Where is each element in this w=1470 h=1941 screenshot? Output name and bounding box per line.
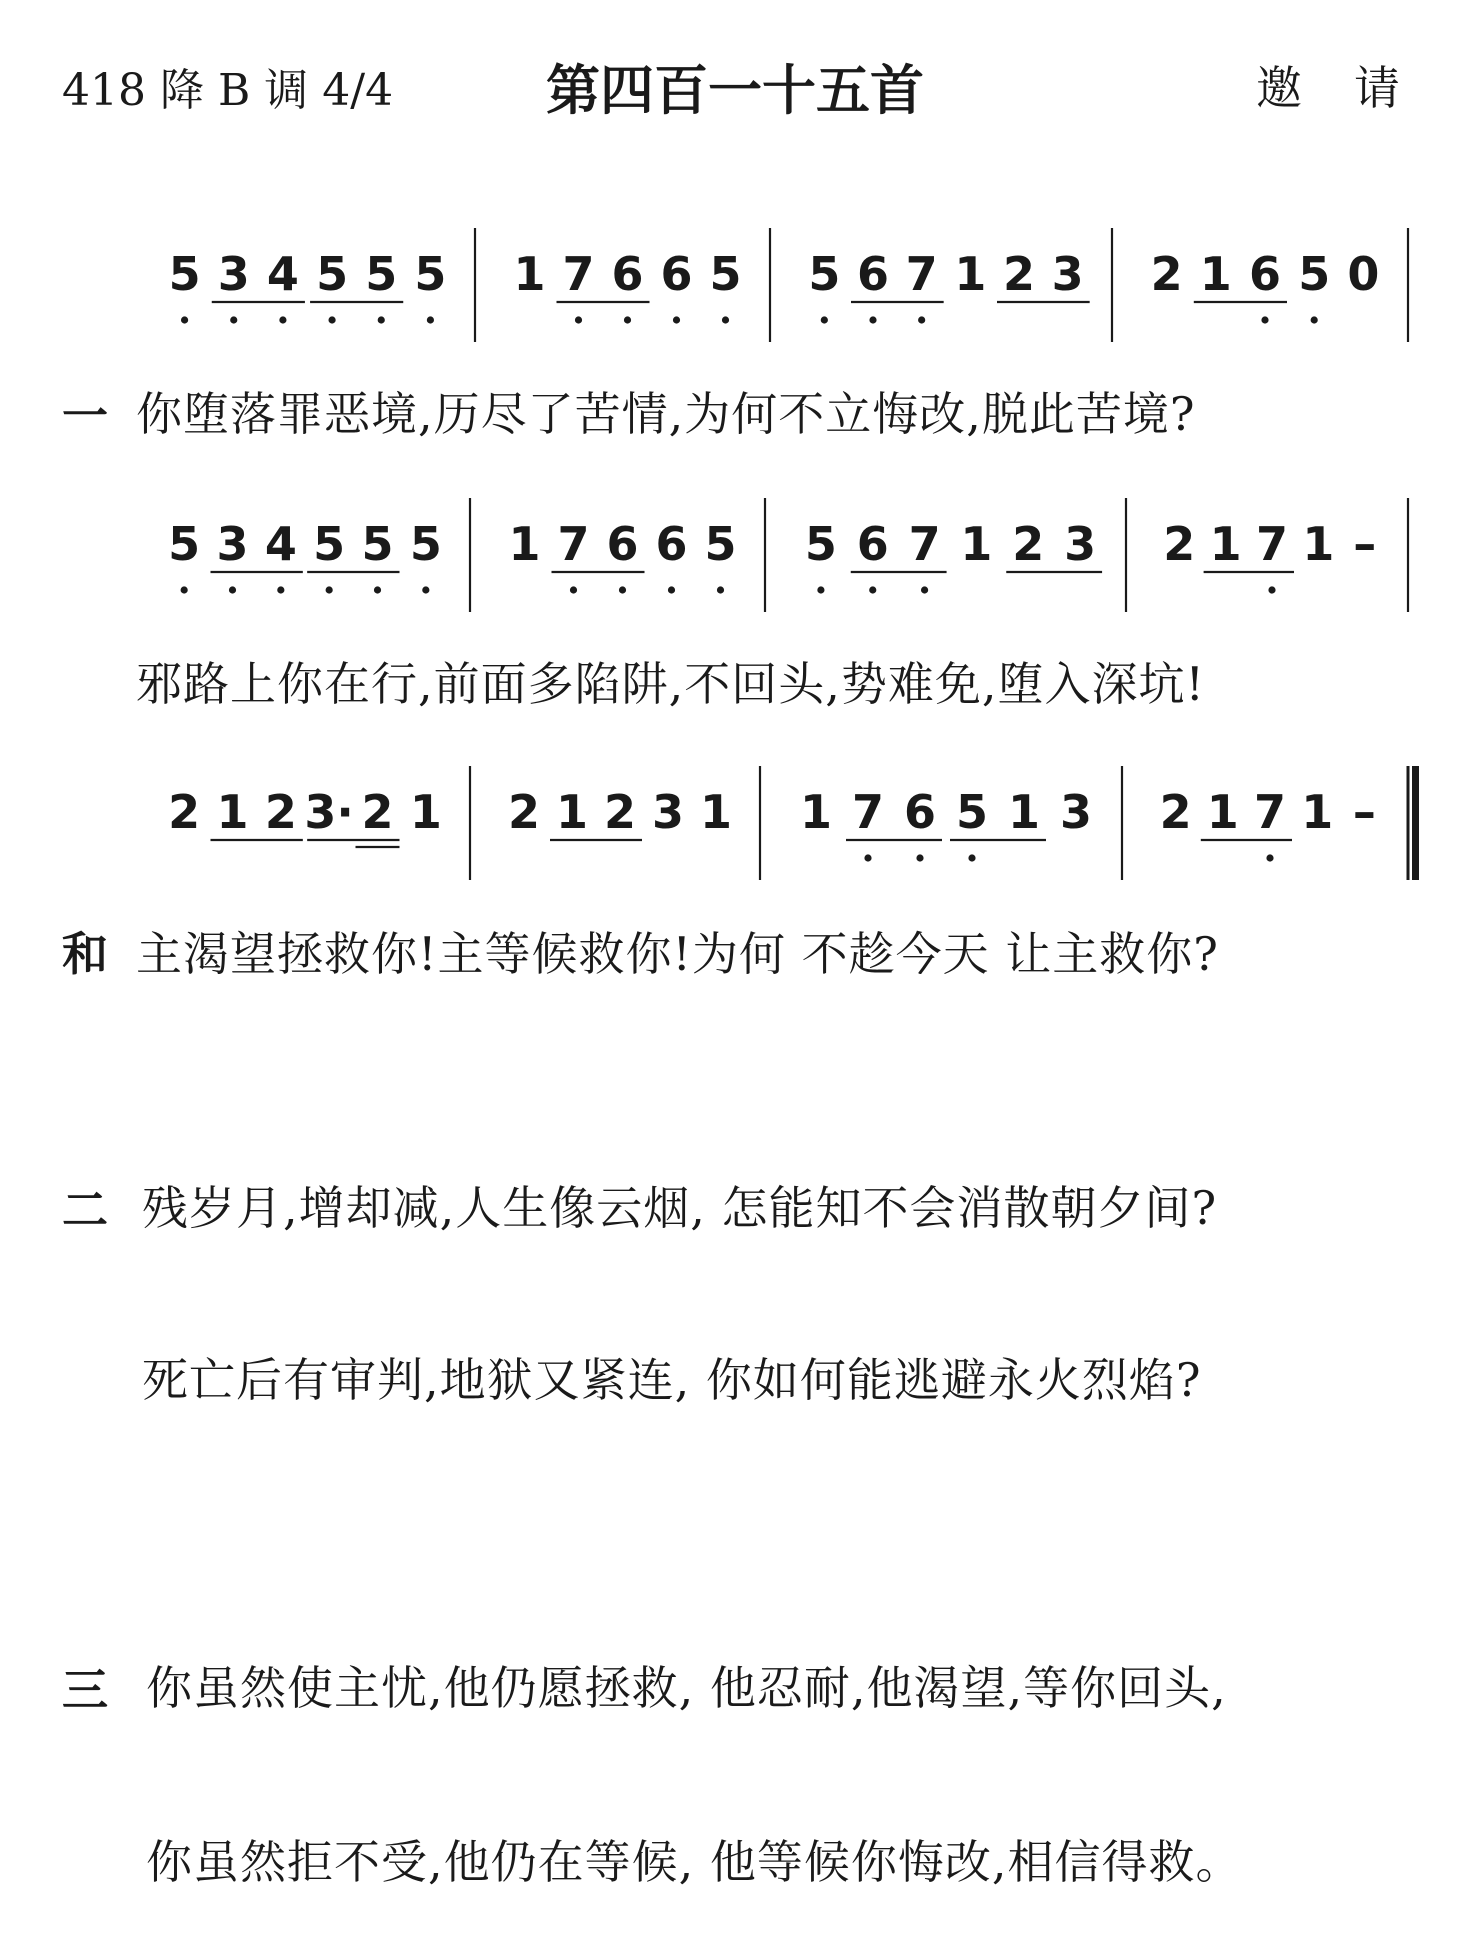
note: 6 <box>856 247 890 301</box>
octave-dot <box>722 316 729 323</box>
octave-dot <box>229 586 236 593</box>
note: 3 <box>217 247 250 301</box>
note: 5 <box>704 517 737 571</box>
note: 2 <box>507 785 541 839</box>
octave-dot <box>864 854 871 861</box>
octave-dot <box>624 316 631 323</box>
octave-dot <box>916 854 923 861</box>
octave-dot <box>374 586 381 593</box>
chorus-label: 和 <box>62 927 108 981</box>
note: 5 <box>361 517 394 571</box>
octave-dot <box>619 586 626 593</box>
octave-dot <box>326 586 333 593</box>
final-bar-line <box>1412 766 1419 880</box>
note: 2 <box>1002 247 1036 301</box>
octave-dot <box>181 316 188 323</box>
note: 1 <box>1301 785 1334 839</box>
note: 6 <box>660 247 693 301</box>
note: 6 <box>856 517 889 571</box>
octave-dot <box>1266 854 1273 861</box>
note: 4 <box>264 517 297 571</box>
note: 5 <box>1298 247 1331 301</box>
note: 1 <box>508 517 541 571</box>
note: 5 <box>365 247 398 301</box>
note: 7 <box>557 517 590 571</box>
note: 3 <box>1059 785 1093 839</box>
octave-dot <box>277 586 284 593</box>
note: 5 <box>808 247 841 301</box>
note: 1 <box>1206 785 1239 839</box>
octave-dot <box>230 316 237 323</box>
note: 5 <box>316 247 349 301</box>
hymn-key-signature: 418 降 B 调 4/4 <box>62 65 394 116</box>
note: 1 <box>954 247 987 301</box>
note: 3 <box>651 785 685 839</box>
note: 5 <box>414 247 447 301</box>
verse-2-label: 二 <box>62 1183 108 1237</box>
note: 2 <box>361 785 394 839</box>
note: – <box>1353 517 1377 571</box>
verse-3-lyric-line-1: 你虽然使主忧,他仍愿拯救, 他忍耐,他渴望,等你回头, <box>146 1661 1227 1715</box>
note: 3· <box>304 785 354 839</box>
note: 7 <box>851 785 885 839</box>
note: 6 <box>606 517 639 571</box>
note: 1 <box>699 785 733 839</box>
octave-dot <box>575 316 582 323</box>
note: 5 <box>409 517 442 571</box>
octave-dot <box>279 316 286 323</box>
octave-dot <box>427 316 434 323</box>
note: 7 <box>1255 517 1289 571</box>
octave-dot <box>422 586 429 593</box>
verse-1-label: 一 <box>62 389 108 443</box>
note: 1 <box>960 517 993 571</box>
octave-dot <box>378 316 385 323</box>
note: 5 <box>804 517 837 571</box>
octave-dot <box>1261 316 1268 323</box>
note: 7 <box>908 517 941 571</box>
octave-dot <box>570 586 577 593</box>
octave-dot <box>1268 586 1275 593</box>
hymn-title: 第四百一十五首 <box>546 59 924 122</box>
note: 2 <box>1150 247 1183 301</box>
note: 3 <box>1051 247 1084 301</box>
note: 5 <box>955 785 989 839</box>
note: 4 <box>266 247 299 301</box>
note: 3 <box>1064 517 1097 571</box>
note: 2 <box>1159 785 1192 839</box>
note: 1 <box>555 785 589 839</box>
note: 5 <box>313 517 346 571</box>
note: 6 <box>611 247 644 301</box>
note: 2 <box>264 785 297 839</box>
note: 1 <box>799 785 833 839</box>
octave-dot <box>918 316 925 323</box>
note: 6 <box>903 785 937 839</box>
hymn-subtitle: 邀请 <box>1256 61 1452 115</box>
octave-dot <box>921 586 928 593</box>
verse-1-lyric-line-2: 邪路上你在行,前面多陷阱,不回头,势难免,堕入深坑! <box>136 657 1205 711</box>
note: 6 <box>655 517 688 571</box>
note: 5 <box>168 517 201 571</box>
octave-dot <box>817 586 824 593</box>
octave-dot <box>869 586 876 593</box>
note: 1 <box>216 785 249 839</box>
octave-dot <box>717 586 724 593</box>
verse-1-lyric-line-1: 你堕落罪恶境,历尽了苦情,为何不立悔改,脱此苦境? <box>136 387 1196 441</box>
note: 2 <box>1163 517 1196 571</box>
octave-dot <box>1311 316 1318 323</box>
note: 1 <box>1007 785 1041 839</box>
note: 5 <box>168 247 201 301</box>
note: 7 <box>562 247 595 301</box>
verse-3-label: 三 <box>62 1663 108 1717</box>
note: 1 <box>1302 517 1335 571</box>
note: 7 <box>1253 785 1287 839</box>
verse-2-lyric-line-2: 死亡后有审判,地狱又紧连, 你如何能逃避永火烈焰? <box>142 1353 1202 1407</box>
note: – <box>1352 785 1376 839</box>
note: 3 <box>216 517 249 571</box>
octave-dot <box>673 316 680 323</box>
note: 2 <box>603 785 637 839</box>
octave-dot <box>869 316 876 323</box>
note: 1 <box>409 785 442 839</box>
note: 5 <box>709 247 742 301</box>
verse-2-lyric-line-1: 残岁月,增却减,人生像云烟, 怎能知不会消散朝夕间? <box>142 1181 1218 1235</box>
octave-dot <box>968 854 975 861</box>
octave-dot <box>181 586 188 593</box>
note: 0 <box>1347 247 1380 301</box>
chorus-lyric: 主渴望拯救你!主等候救你!为何 不趁今天 让主救你? <box>136 927 1219 981</box>
verse-3-lyric-line-2: 你虽然拒不受,他仍在等候, 他等候你悔改,相信得救。 <box>146 1835 1243 1889</box>
note: 1 <box>513 247 546 301</box>
note: 1 <box>1199 247 1232 301</box>
octave-dot <box>668 586 675 593</box>
note: 2 <box>1012 517 1045 571</box>
octave-dot <box>821 316 828 323</box>
note: 1 <box>1209 517 1242 571</box>
octave-dot <box>328 316 335 323</box>
note: 2 <box>168 785 201 839</box>
note: 7 <box>905 247 938 301</box>
note: 6 <box>1248 247 1282 301</box>
